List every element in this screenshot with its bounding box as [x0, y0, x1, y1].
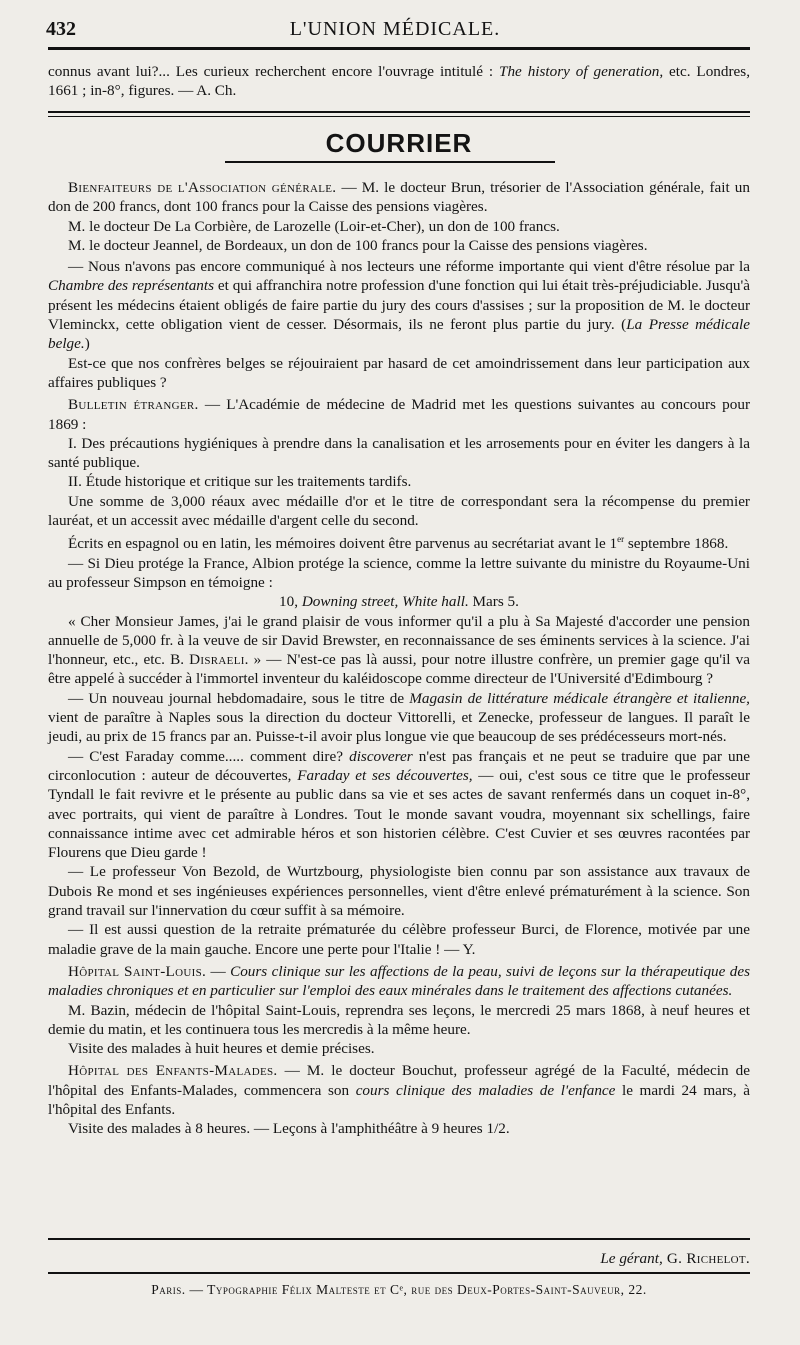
enfants-malades-paragraph — [48, 1061, 750, 1119]
letter-text-end: . » — N'est-ce pas là aussi, pour notre illustre confrère, un premier gage qu'il va être appelé à succéder à l'immortel inventeur du kaléidoscope comme directeur de l'Université d'Edimbourg ? — [48, 651, 750, 688]
intro-text-end: etc. Londres, 1661 ; in-8°, figures. — A. Ch. — [48, 63, 750, 100]
bienfaiteurs-text: — M. le docteur Brun, trésorier de l'Association générale, fait un don de 200 francs, dont 100 francs pour la Caisse des pensions viagères. — [48, 179, 750, 216]
belgique-text-3: ) — [84, 335, 90, 353]
disraeli-intro: — Si Dieu protége la France, Albion protége la science, comme la lettre suivante du ministre du Royaume-Uni au professeur Simpson en témoigne : — [48, 554, 750, 591]
belgique-text-2: et qui affranchira notre profession d'une fonction qui lui était très-préjudiciable. Jusqu'à présent les médecins étaient obligés de faire partie du jury des cours d'assises ; sur la proposition de M. le docteur Vleminckx, cette obligation vient de cesser. Désormais, ils ne feront plus partie du jury. ( — [48, 277, 750, 334]
chambre-title: Chambre des représentants — [48, 277, 215, 295]
magasin-title: Magasin de littérature médicale étrangère et italienne, — [409, 689, 750, 707]
printer-line: Paris. — Typographie Félix Malteste et Cᵉ, rue des Deux-Portes-Saint-Sauveur, 22. — [151, 1282, 647, 1297]
address-number: 10, — [279, 593, 302, 611]
intro-text: connus avant lui?... Les curieux recherchent encore l'ouvrage intitulé : — [48, 63, 500, 80]
vonbezold-paragraph: — Le professeur Von Bezold, de Wurtzbourg, physiologiste bien connu par son assistance aux travaux de Dubois Re mond et ses ingénieuses expériences personnelles, vient d'être enlevé prématurément à la science. Son grand travail sur l'innervation du cœur suffit à sa mémoire. — [48, 863, 750, 920]
enfants-malades-visit: Visite des malades à 8 heures. — Leçons à l'amphithéâtre à 9 heures 1/2. — [68, 1120, 510, 1138]
letter-text: « Cher Monsieur James, j'ai le grand plaisir de vous informer qu'il a plu à Sa Majesté d'accorder une pension annuelle de 5,000 fr. à la veuve de sir David Brewster, en reconnaissance de ses éminents services à la science. J'ai l'honneur, etc., etc. B. — [48, 612, 750, 669]
deadline-text-end: septembre 1868. — [624, 535, 729, 553]
question-1: I. Des précautions hygiéniques à prendre dans la canalisation et les arrosements pour en éviter les dangers à la santé publique. — [48, 434, 750, 472]
gerant-name: G. Richelot. — [662, 1250, 750, 1267]
header-rule — [48, 47, 750, 50]
belgique-paragraph — [48, 257, 750, 353]
section-title: COURRIER — [325, 128, 473, 158]
letter-signature: Disraeli — [189, 651, 245, 669]
intro-paragraph — [48, 62, 750, 101]
faraday-paragraph — [48, 747, 750, 863]
faraday-text-3: — oui, c'est sous ce titre que le professeur Tyndall le fait revivre et le présente au public dans sa vie et ses actes de savant renfermés dans un coquet in-8°, avec portraits, qui vient de paraître à Londres. Tout le monde savant voudra, moyennant six schellings, faire connaissance intime avec cet admirable héros et son historien célèbre. C'est Cuvier et ses œuvres racontées par Flourens que Dieu garde ! — [48, 766, 751, 862]
faraday-text-2: n'est pas français et ne peut se traduire que par une circonlocution : auteur de découvertes, — [48, 747, 750, 784]
bienfaiteurs-paragraph — [48, 178, 750, 217]
jeannel-paragraph: M. le docteur Jeannel, de Bordeaux, un don de 100 francs pour la Caisse des pensions viagères. — [68, 236, 648, 254]
faraday-title: Faraday et ses découvertes, — [297, 766, 473, 784]
saint-louis-dash: — — [206, 962, 231, 980]
discoverer-word: discoverer — [349, 747, 413, 765]
bazin-paragraph: M. Bazin, médecin de l'hôpital Saint-Louis, reprendra ses leçons, le mercredi 25 mars 1868, à neuf heures et demie du matin, et les continuera tous les mercredis à la même heure. — [48, 1001, 750, 1038]
deadline-text: Écrits en espagnol ou en latin, les mémoires doivent être parvenus au secrétariat avant le 1 — [68, 535, 618, 553]
deadline-sup: er — [617, 534, 625, 545]
prize-paragraph: Une somme de 3,000 réaux avec médaille d'or et le titre de correspondant sera la récompense du premier lauréat, et un accessit avec médaille d'argent celle du second. — [48, 492, 750, 530]
book-title: The history of generation, — [499, 63, 664, 80]
section-rule-top-thin — [48, 116, 750, 117]
letter-address — [48, 592, 750, 611]
deadline-paragraph — [48, 530, 750, 553]
magasin-text: — Un nouveau journal hebdomadaire, sous le titre de — [68, 689, 410, 707]
presse-source: La Presse médicale belge. — [48, 316, 750, 353]
saint-louis-paragraph — [48, 962, 750, 1001]
bienfaiteurs-label: Bienfaiteurs de l'Association générale. — [68, 179, 337, 196]
enfants-malades-course: cours clinique des maladies de l'enfance — [355, 1081, 616, 1099]
section-rule-bottom — [225, 161, 555, 163]
gerant-label: Le gérant, — [600, 1250, 663, 1267]
question-2: II. Étude historique et critique sur les traitements tardifs. — [68, 473, 412, 491]
section-rule-top — [48, 111, 750, 113]
saint-louis-label: Hôpital Saint-Louis. — [68, 962, 207, 980]
courrier-body — [48, 178, 750, 1139]
address-street: Downing street, White hall. — [301, 593, 469, 611]
corbiere-paragraph: M. le docteur De La Corbière, de Larozelle (Loir-et-Cher), un don de 100 francs. — [68, 217, 560, 235]
enfants-malades-label: Hôpital des Enfants-Malades. — [68, 1062, 278, 1080]
burci-paragraph: — Il est aussi question de la retraite prématurée du célèbre professeur Burci, de Florence, motivée par une maladie grave de la main gauche. Encore une perte pour l'Italie ! — Y. — [48, 921, 750, 958]
belgique-question: Est-ce que nos confrères belges se réjouiraient par hasard de cet amoindrissement dans leur participation aux affaires publiques ? — [48, 354, 750, 391]
printer-rule — [48, 1272, 750, 1274]
saint-louis-course: Cours clinique sur les affections de la peau, suivi de leçons sur la thérapeutique des maladies chroniques et en particulier sur l'emploi des eaux minérales dans le traitement des affections cutanées. — [48, 962, 751, 1000]
magasin-text-end: vient de paraître à Naples sous la direction du docteur Vittorelli, et Zenecke, professeur de langues. Il paraît le jeudi, au prix de 15 francs par an. Puisse-t-il avoir plus longue vie que beaucoup de ses prédécesseurs mort-nés. — [48, 709, 750, 746]
page-number: 432 — [46, 18, 76, 40]
letter-paragraph — [48, 612, 750, 689]
bulletin-paragraph — [48, 395, 750, 434]
address-date: Mars 5. — [468, 593, 519, 611]
gerant-line — [48, 1249, 750, 1268]
enfants-malades-text-end: le mardi 24 mars, à l'hôpital des Enfants. — [48, 1081, 750, 1119]
bulletin-text: — L'Académie de médecine de Madrid met les questions suivantes au concours pour 1869 : — [48, 396, 750, 433]
belgique-text: — Nous n'avons pas encore communiqué à nos lecteurs une réforme importante qui vient d'être résolue par la — [68, 258, 750, 276]
faraday-text: — C'est Faraday comme..... comment dire? — [68, 747, 350, 765]
enfants-malades-text: — M. le docteur Bouchut, professeur agrégé de la Faculté, médecin de l'hôpital des Enfants-Malades, commencera son — [48, 1062, 750, 1099]
journal-title: L'UNION MÉDICALE. — [289, 18, 501, 40]
bulletin-label: Bulletin étranger. — [68, 396, 199, 414]
magasin-paragraph — [48, 689, 750, 747]
footer-rule — [48, 1238, 750, 1240]
saint-louis-visit: Visite des malades à huit heures et demie précises. — [68, 1040, 375, 1058]
page-header — [40, 14, 750, 44]
